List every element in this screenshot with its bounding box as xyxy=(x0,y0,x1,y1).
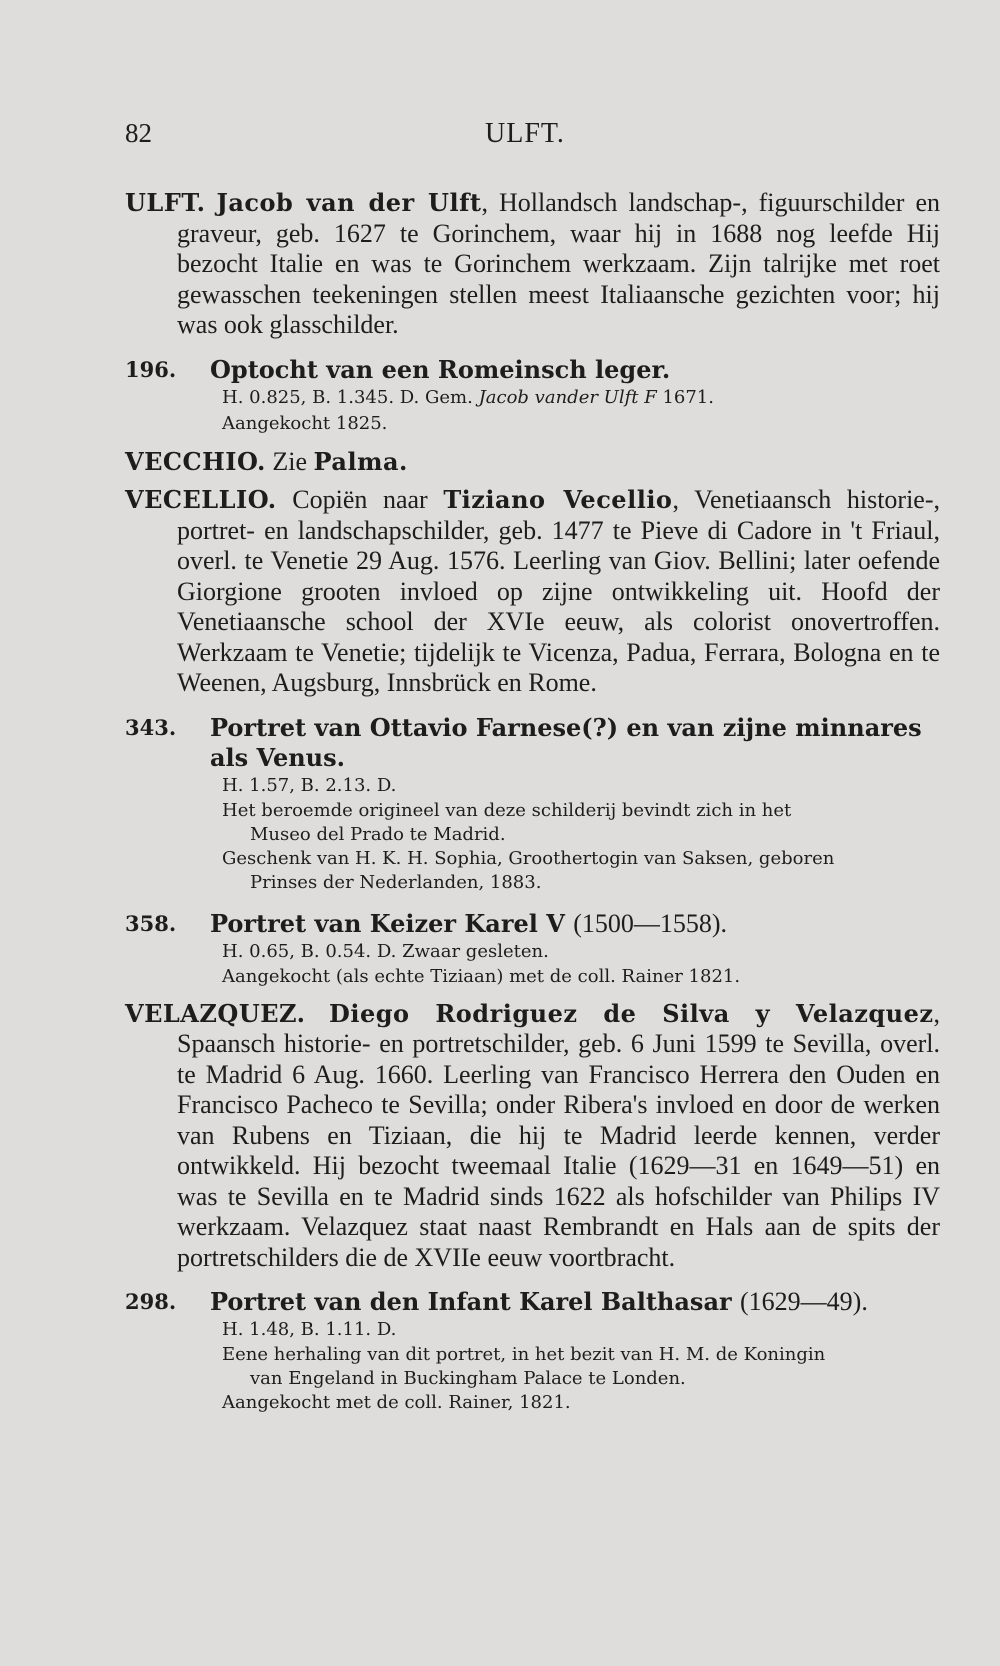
note-line: van Engeland in Buckingham Palace te Londen. xyxy=(250,1368,686,1389)
provenance-note: Aangekocht (als echte Tiziaan) met de coll. Rainer 1821. xyxy=(222,965,741,987)
artist-full-name: Jacob van der Ulft xyxy=(216,188,482,217)
cross-reference-target: Palma. xyxy=(313,446,408,476)
note-line: Eene herhaling van dit portret, in het bezit van H. M. de Koningin xyxy=(222,1344,826,1365)
cross-reference-text: Zie xyxy=(272,446,308,476)
note-line: Geschenk van H. K. H. Sophia, Groothertogin van Saksen, geboren xyxy=(222,847,835,869)
artist-biography: , Hollandsch landschap-, figuurschilder en graveur, geb. 1627 te Gorinchem, waar hij in 1688 nog leefde Hij bezocht Italie en was te Gorinchem werkzaam. Zijn talrijke met roet gewasschen teekeningen stellen meest Italiaansche gezichten voor; hij was ook glasschilder. xyxy=(177,188,940,339)
work-dates: (1629—49). xyxy=(740,1287,868,1316)
artist-biography: , Spaansch historie- en portretschilder, geb. 6 Juni 1599 te Sevilla, overl. te Madrid 6 Aug. 1660. Leerling van Francisco Herrera den Ouden en Francisco Pacheco te Sevilla; onder Ribera's invloed en door de werken van Rubens en Tiziaan, die hij te Madrid leerde kennen, verder ontwikkeld. Hij bezocht tweemaal Italie (1629—31 en 1649—51) en was te Sevilla en te Madrid sinds 1622 als hofschilder van Philips IV werkzaam. Velazquez staat naast Rembrandt en Hals aan de spits der portretschilders die de XVIIe eeuw voortbracht. xyxy=(177,998,941,1272)
work-title: Portret van den Infant Karel Balthasar xyxy=(210,1287,732,1316)
work-dates: (1500—1558). xyxy=(573,908,728,938)
artist-entry-velazquez xyxy=(125,999,940,1274)
artist-heading: VELAZQUEZ. xyxy=(125,998,306,1028)
work-entry-196 xyxy=(125,355,940,437)
work-title: Portret van Ottavio Farnese(?) en van zijne minnares als Venus. xyxy=(210,712,922,772)
work-title-line xyxy=(210,1287,940,1317)
work-number: 298. xyxy=(125,1289,177,1314)
running-head-title: ULFT. xyxy=(485,118,565,149)
work-dimensions: H. 1.57, B. 2.13. D. xyxy=(222,774,397,796)
page-content xyxy=(125,188,940,1425)
artist-full-name: Tiziano Vecellio xyxy=(443,485,673,514)
signature-text: Jacob vander Ulft F xyxy=(478,386,657,408)
work-entry-358 xyxy=(125,909,940,989)
work-number: 196. xyxy=(125,356,177,382)
provenance-note: Aangekocht met de coll. Rainer, 1821. xyxy=(222,1392,571,1413)
page-number: 82 xyxy=(125,118,152,148)
work-note xyxy=(210,1343,940,1391)
work-dimensions: H. 1.48, B. 1.11. D. xyxy=(222,1319,397,1340)
work-title: Portret van Keizer Karel V xyxy=(210,908,565,938)
work-dimensions: H. 0.65, B. 0.54. D. Zwaar gesleten. xyxy=(222,940,549,962)
signature-year: 1671. xyxy=(662,386,714,408)
artist-entry-vecchio xyxy=(125,447,940,478)
work-entry-298 xyxy=(125,1287,940,1415)
artist-heading: VECCHIO. xyxy=(125,446,266,476)
work-dimensions xyxy=(210,385,940,411)
work-entry-343 xyxy=(125,713,940,895)
artist-entry-vecellio xyxy=(125,485,940,699)
artist-entry-ulft xyxy=(125,188,940,341)
dims-text: H. 0.825, B. 1.345. D. Gem. xyxy=(222,386,473,408)
work-number: 343. xyxy=(125,714,177,740)
work-title: Optocht van een Romeinsch leger. xyxy=(210,354,671,384)
note-line: Prinses der Nederlanden, 1883. xyxy=(250,871,542,893)
note-line: Het beroemde origineel van deze schilderij bevindt zich in het xyxy=(222,799,792,821)
artist-full-name: Diego Rodriguez de Silva y Velazquez xyxy=(329,998,934,1028)
provenance-note xyxy=(210,847,940,895)
artist-heading: ULFT. xyxy=(125,188,206,217)
running-head xyxy=(125,118,925,158)
work-title-line xyxy=(210,909,940,939)
artist-heading: VECELLIO. xyxy=(125,485,277,514)
note-line: Museo del Prado te Madrid. xyxy=(250,823,506,845)
work-note xyxy=(210,799,940,847)
work-number: 358. xyxy=(125,910,177,936)
artist-biography: , Venetiaansch historie-, portret- en landschapschilder, geb. 1477 te Pieve di Cadore in 't Friaul, overl. te Venetie 29 Aug. 1576. Leerling van Giov. Bellini; later oefende Giorgione grooten invloed op zijne ontwikkeling uit. Hoofd der Venetiaansche school der XVIe eeuw, als colorist onovertroffen. Werkzaam te Venetie; tijdelijk te Vicenza, Padua, Ferrara, Bologna en te Weenen, Augsburg, Innsbrück en Rome. xyxy=(177,485,940,697)
artist-intro: Copiën naar xyxy=(292,485,428,514)
provenance-note: Aangekocht 1825. xyxy=(222,412,388,434)
